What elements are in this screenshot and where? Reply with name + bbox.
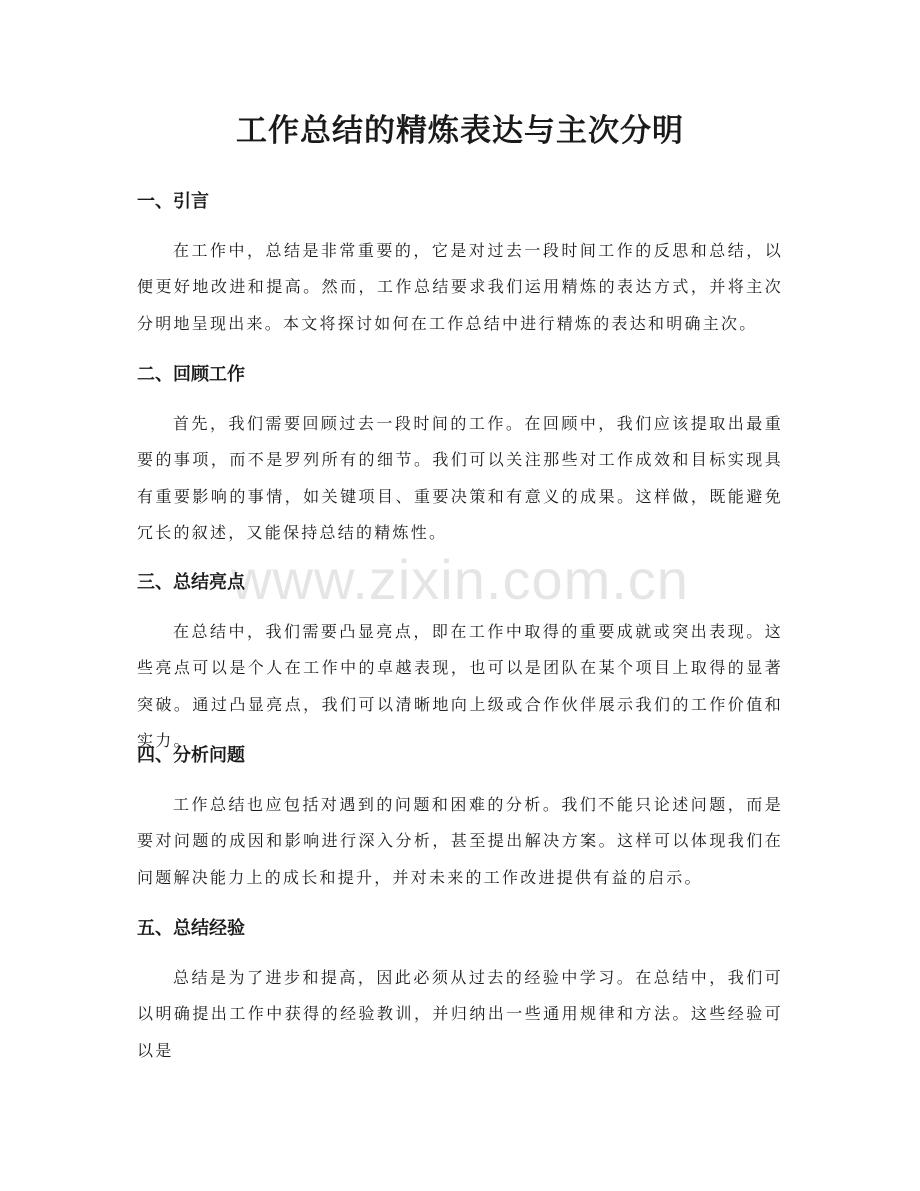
section-heading-review-work: 二、回顾工作	[137, 364, 245, 385]
section-paragraph-introduction: 在工作中，总结是非常重要的，它是对过去一段时间工作的反思和总结，以便更好地改进和提高。然而，工作总结要求我们运用精炼的表达方式，并将主次分明地呈现出来。本文将探讨如何在工作总结中进行精炼的表达和明确主次。	[137, 241, 783, 333]
section-paragraph-review-work: 首先，我们需要回顾过去一段时间的工作。在回顾中，我们应该提取出最重要的事项，而不是罗列所有的细节。我们可以关注那些对工作成效和目标实现具有重要影响的事情，如关键项目、重要决策和有意义的成果。这样做，既能避免冗长的叙述，又能保持总结的精炼性。	[137, 414, 783, 542]
section-heading-summarize-experience: 五、总结经验	[137, 918, 245, 939]
watermark: www.zixin.com.cn	[231, 548, 689, 611]
document-title: 工作总结的精炼表达与主次分明	[236, 113, 684, 149]
section-paragraph-summarize-experience: 总结是为了进步和提高，因此必须从过去的经验中学习。在总结中，我们可以明确提出工作中获得的经验教训，并归纳出一些通用规律和方法。这些经验可以是	[137, 968, 783, 1060]
section-paragraph-analyze-problems: 工作总结也应包括对遇到的问题和困难的分析。我们不能只论述问题，而是要对问题的成因和影响进行深入分析，甚至提出解决方案。这样可以体现我们在问题解决能力上的成长和提升，并对未来的工作改进提供有益的启示。	[137, 795, 783, 887]
section-heading-introduction: 一、引言	[137, 191, 209, 212]
section-heading-analyze-problems: 四、分析问题	[137, 745, 245, 766]
section-paragraph-highlights: 在总结中，我们需要凸显亮点，即在工作中取得的重要成就或突出表现。这些亮点可以是个人在工作中的卓越表现，也可以是团队在某个项目上取得的显著突破。通过凸显亮点，我们可以清晰地向上级或合作伙伴展示我们的工作价值和实力。	[137, 622, 783, 750]
section-heading-highlights: 三、总结亮点	[137, 572, 245, 593]
